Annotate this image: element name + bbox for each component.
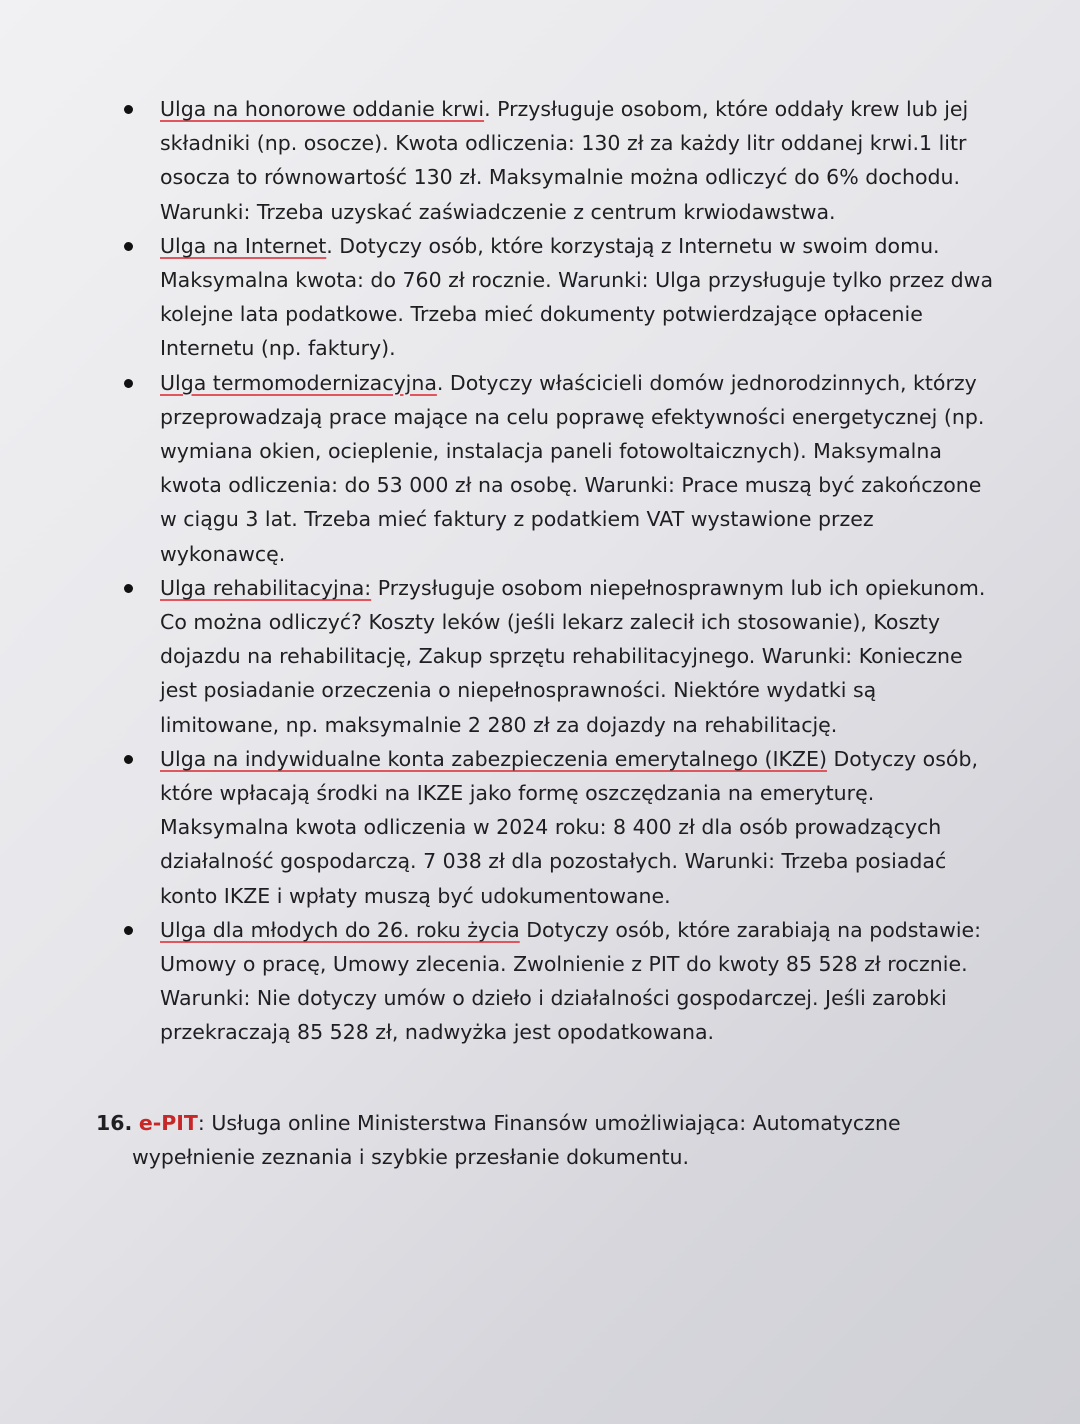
relief-description: . Przysługuje osobom, które oddały krew lub jej składniki (np. osocze). Kwota odliczenia: 130 zł za każdy litr oddanej krwi.1 litr osocza to równowartość 130 zł. Maksymalnie można odliczyć do 6% dochodu. Warunki: Trzeba uzyskać zaświadczenie z centrum krwiodawstwa. (160, 97, 969, 224)
relief-title: Ulga termomodernizacyjna (160, 370, 437, 395)
list-item (110, 92, 1000, 229)
relief-title: Ulga na Internet (160, 233, 327, 258)
tax-relief-list (110, 92, 1000, 1050)
section-number: 16. (96, 1110, 133, 1135)
list-item (110, 571, 1000, 742)
relief-title: Ulga na honorowe oddanie krwi (160, 97, 485, 121)
relief-description: . Dotyczy osób, które korzystają z Internetu w swoim domu. Maksymalna kwota: do 760 zł rocznie. Warunki: Ulga przysługuje tylko przez dwa kolejne lata podatkowe. Trzeba mieć dokumenty potwierdzające opłacenie Internetu (np. faktury). (160, 233, 994, 361)
bullet-icon (124, 105, 133, 114)
bullet-icon (124, 584, 133, 593)
list-item (110, 913, 1000, 1050)
section-16 (96, 1106, 1000, 1174)
relief-title: Ulga rehabilitacyjna: (160, 575, 372, 600)
bullet-icon (124, 242, 133, 251)
relief-description: Dotyczy osób, które wpłacają środki na IKZE jako formę oszczędzania na emeryturę. Maksymalna kwota odliczenia w 2024 roku: 8 400 zł dla osób prowadzących działalność gospodarczą. 7 038 zł dla pozostałych. Warunki: Trzeba posiadać konto IKZE i wpłaty muszą być udokumentowane. (160, 746, 978, 908)
list-item (110, 742, 1000, 913)
section-description: : Usługa online Ministerstwa Finansów umożliwiająca: Automatyczne wypełnienie zeznania i szybkie przesłanie dokumentu. (132, 1110, 901, 1169)
relief-title: Ulga dla młodych do 26. roku życia (160, 917, 520, 942)
bullet-icon (124, 926, 133, 935)
section-term: e-PIT (138, 1110, 198, 1135)
bullet-icon (124, 379, 133, 388)
relief-description: Dotyczy osób, które zarabiają na podstawie: Umowy o pracę, Umowy zlecenia. Zwolnienie z PIT do kwoty 85 528 zł rocznie. Warunki: Nie dotyczy umów o dzieło i działalności gospodarczej. Jeśli zarobki przekraczają 85 528 zł, nadwyżka jest opodatkowana. (160, 917, 982, 1045)
bullet-icon (124, 755, 133, 764)
relief-description: Przysługuje osobom niepełnosprawnym lub ich opiekunom. Co można odliczyć? Koszty leków (jeśli lekarz zalecił ich stosowanie), Koszty dojazdu na rehabilitację, Zakup sprzętu rehabilitacyjnego. Warunki: Konieczne jest posiadanie orzeczenia o niepełnosprawności. Niektóre wydatki są limitowane, np. maksymalnie 2 280 zł za dojazdy na rehabilitację. (160, 575, 986, 737)
list-item (110, 366, 1000, 571)
relief-title: Ulga na indywidualne konta zabezpieczenia emerytalnego (IKZE) (160, 746, 827, 771)
relief-description: . Dotyczy właścicieli domów jednorodzinnych, którzy przeprowadzają prace mające na celu poprawę efektywności energetycznej (np. wymiana okien, ocieplenie, instalacja paneli fotowoltaicznych). Maksymalna kwota odliczenia: do 53 000 zł na osobę. Warunki: Prace muszą być zakończone w ciągu 3 lat. Trzeba mieć faktury z podatkiem VAT wystawione przez wykonawcę. (160, 370, 985, 566)
list-item (110, 229, 1000, 366)
